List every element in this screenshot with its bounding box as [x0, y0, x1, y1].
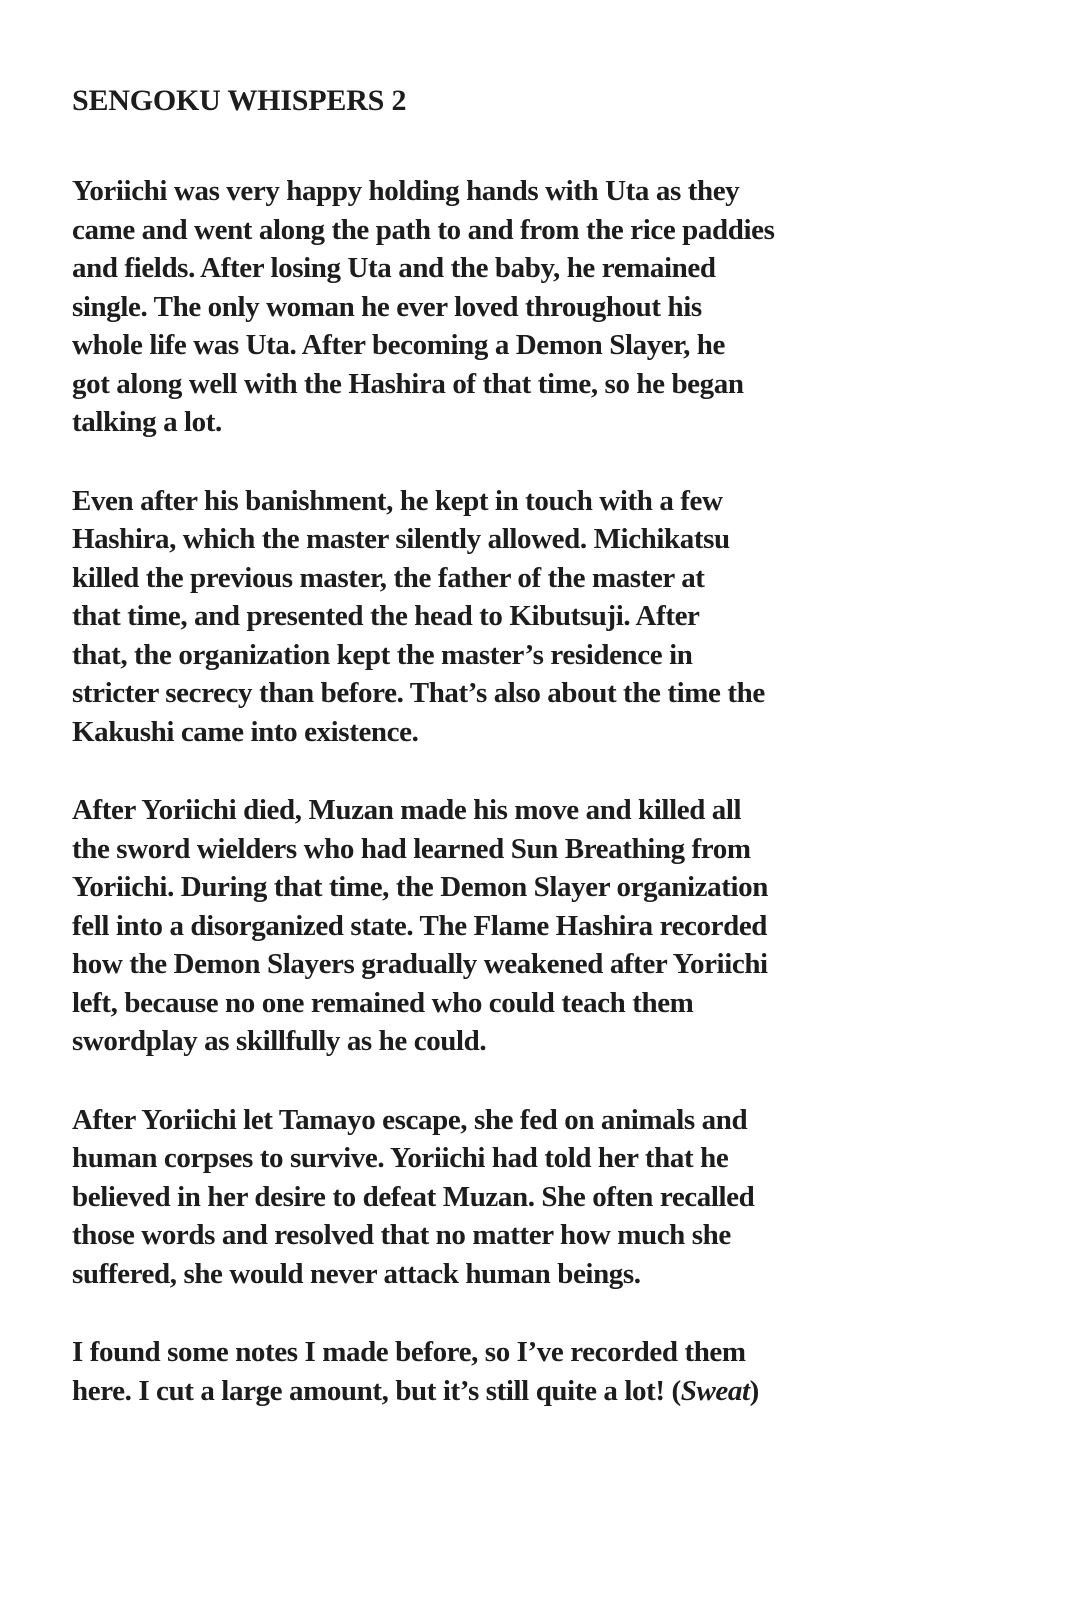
- text-segment: here. I cut a large amount, but it’s still quite a lot! (: [72, 1374, 681, 1407]
- text-line: Yoriichi was very happy holding hands with Uta as they: [72, 175, 740, 207]
- text-line: left, because no one remained who could teach them: [72, 986, 694, 1019]
- text-line: [72, 1372, 967, 1411]
- text-line: single. The only woman he ever loved throughout his: [72, 290, 702, 323]
- text-line: Kakushi came into existence.: [72, 715, 419, 748]
- text-line: whole life was Uta. After becoming a Demon Slayer, he: [72, 329, 725, 361]
- paragraph: [72, 1101, 967, 1294]
- text-line: stricter secrecy than before. That’s also about the time the: [72, 677, 765, 709]
- paragraph: [72, 482, 967, 752]
- text-line: Even after his banishment, he kept in touch with a few: [72, 484, 723, 517]
- text-line: those words and resolved that no matter how much she: [72, 1219, 731, 1251]
- text-line: that, the organization kept the master’s residence in: [72, 638, 693, 671]
- text-line: believed in her desire to defeat Muzan. She often recalled: [72, 1180, 755, 1213]
- text-line: swordplay as skillfully as he could.: [72, 1025, 487, 1057]
- text-line: Hashira, which the master silently allowed. Michikatsu: [72, 523, 730, 555]
- text-line: fell into a disorganized state. The Flame Hashira recorded: [72, 909, 768, 942]
- text-line: came and went along the path to and from the rice paddies: [72, 213, 775, 246]
- paragraph: [72, 791, 967, 1061]
- text-line: the sword wielders who had learned Sun Breathing from: [72, 832, 751, 865]
- paragraph: [72, 1333, 967, 1410]
- text-segment: ): [749, 1374, 759, 1407]
- document-body: [72, 172, 967, 1410]
- text-line: got along well with the Hashira of that time, so he began: [72, 367, 744, 400]
- text-line: Yoriichi. During that time, the Demon Slayer organization: [72, 871, 768, 903]
- page-title: SENGOKU WHISPERS 2: [72, 84, 407, 117]
- text-line: After Yoriichi died, Muzan made his move and killed all: [72, 794, 742, 826]
- paragraph: [72, 172, 967, 442]
- italic-text-segment: Sweat: [680, 1374, 750, 1407]
- text-line: suffered, she would never attack human beings.: [72, 1257, 641, 1290]
- text-line: After Yoriichi let Tamayo escape, she fed on animals and: [72, 1103, 748, 1136]
- text-line: killed the previous master, the father of the master at: [72, 561, 705, 594]
- text-line: that time, and presented the head to Kibutsuji. After: [72, 600, 700, 632]
- text-line: human corpses to survive. Yoriichi had told her that he: [72, 1142, 729, 1174]
- text-line: and fields. After losing Uta and the baby, he remained: [72, 252, 716, 284]
- text-line: talking a lot.: [72, 406, 222, 438]
- text-line: I found some notes I made before, so I’ve recorded them: [72, 1336, 746, 1368]
- text-line: how the Demon Slayers gradually weakened after Yoriichi: [72, 948, 768, 980]
